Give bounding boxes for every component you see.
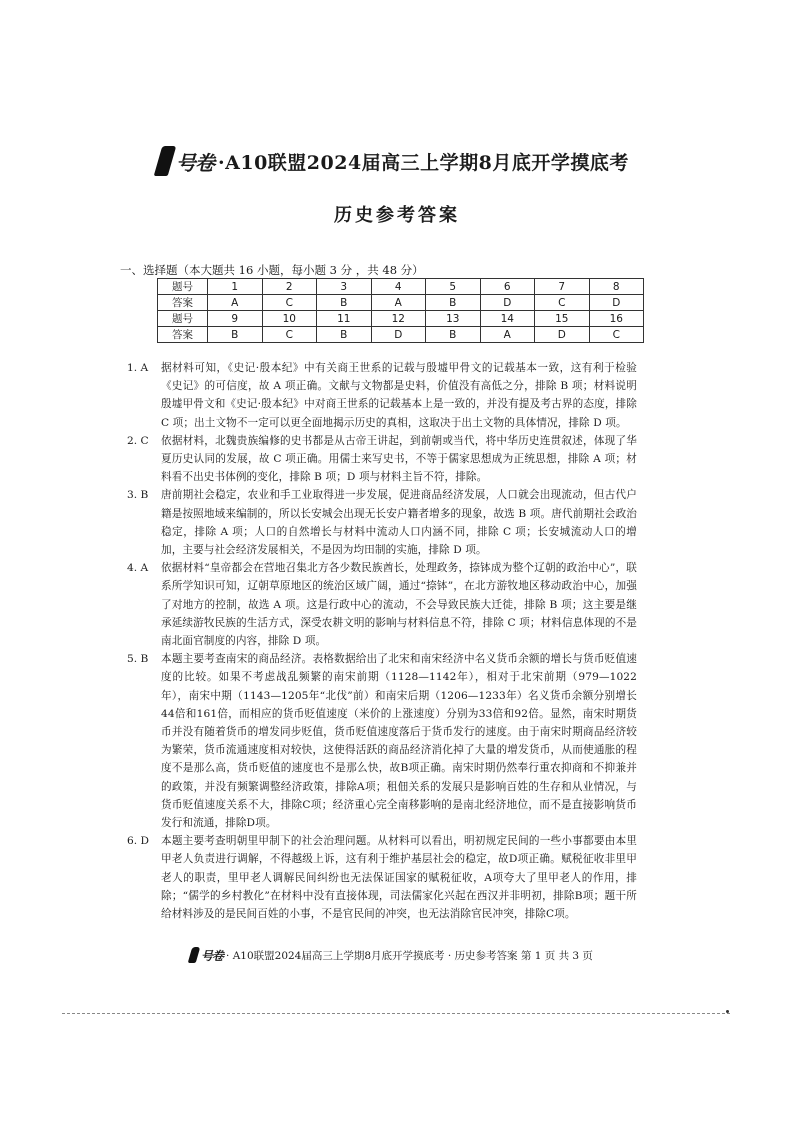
answer-table-cell: D (371, 327, 426, 343)
answer-table-cell: B (208, 327, 263, 343)
document-title: ·A10联盟2024届高三上学期8月底开学摸底考 (218, 151, 629, 174)
footer-logo-icon (188, 947, 201, 963)
explanation-text: 据材料可知，《史记·殷本纪》中有关商王世系的记载与殷墟甲骨文的记载基本一致，这有利于检验《史记》的可信度，故 A 项正确。文献与文物都是史料，价值没有高低之分，排除 B 项；材料说明殷墟甲骨文和《史记·殷本纪》中对商王世系的记载基本上是一致的，并没有提及考古界的态度，排除 C 项；出土文物不一定可以更全面地揭示历史的真相，这取决于出土文物的具体情况，排除 D 项。 (161, 362, 637, 429)
explanation-text: 依据材料“皇帝都会在营地召集北方各少数民族酋长，处理政务，捺钵成为整个辽朝的政治中心”，联系所学知识可知，辽朝草原地区的统治区域广阔，通过“捺钵”，在北方游牧地区移动政治中心，加强了对地方的控制，故选 A 项。这是行政中心的流动，不会导致民族大迁徙，排除 B 项；这主要是继承延续游牧民族的生活方式，深受农耕文明的影响与材料信息不符，排除 C 项；材料信息体现的不是南北面官制度的内容，排除 D 项。 (161, 562, 637, 648)
divider-dot (726, 1010, 729, 1013)
answer-table-row (158, 279, 644, 295)
brand-logo-text: 号卷 (176, 150, 214, 175)
explanation-number: 6. D (127, 835, 149, 848)
answer-table-cell: 6 (480, 279, 535, 295)
answer-table-cell: 16 (589, 311, 644, 327)
answer-table-cell: A (480, 327, 535, 343)
answer-table-cell: 5 (426, 279, 481, 295)
answer-table-cell: B (426, 295, 481, 311)
explanation-text: 本题主要考查明朝里甲制下的社会治理问题。从材料可以看出，明初规定民间的一些小事都要由本里甲老人负责进行调解，不得越级上诉，这有利于维护基层社会的稳定，故D项正确。赋税征收非里甲老人的职责，里甲老人调解民间纠纷也无法保证国家的赋税征收，A项夸大了里甲老人的作用，排除；“儒学的乡村教化”在材料中没有直接体现，司法儒家化兴起在西汉并非明初，排除B项；题干所给材料涉及的是民间百姓的小事，不是官民间的冲突，也无法消除官民冲突，排除C项。 (161, 835, 637, 921)
answer-table-cell: 1 (208, 279, 263, 295)
answer-table-row-label: 题号 (158, 279, 208, 295)
explanation-text: 依据材料，北魏贵族编修的史书都是从古帝王讲起，到前朝或当代，将中华历史连贯叙述，体现了华夏历史认同的发展，故 C 项正确。用儒士来写史书，不等于儒家思想成为正统思想，排除 A 项；材料看不出史书体例的变化，排除 B 项；D 项与材料主旨不符，排除。 (161, 434, 637, 484)
explanation-item (127, 486, 637, 559)
answer-table-cell: 7 (535, 279, 590, 295)
explanation-text: 本题主要考查南宋的商品经济。表格数据给出了北宋和南宋经济中名义货币余额的增长与货币贬值速度的比较。如果不考虑战乱频繁的南宋前期（1128—1142年），相对于北宋前期（979—1022年），南宋中期（1143—1205年“北伐”前）和南宋后期（1206—1233年）名义货币余额分别增长44倍和161倍，而相应的货币贬值速度（米价的上涨速度）分别为33倍和92倍。显然，南宋时期货币并没有随着货币的增发同步贬值，货币贬值速度落后于货币发行的速度。由于南宋时期商品经济较为繁荣，货币流通速度相对较快，这使得活跃的商品经济消化掉了大量的增发货币，从而使通胀的程度不是那么高，货币贬值的速度也不是那么快，故B项正确。南宋时期仍然奉行重农抑商和不抑兼并的政策，并没有频繁调整经济政策，排除A项；租佃关系的发展只是影响百姓的生存和从业情况，与货币贬值速度关系不大，排除C项；经济重心完全南移影响的是南北经济地位，而不是直接影响货币发行和流通，排除D项。 (161, 653, 637, 830)
answer-table-cell: B (317, 327, 372, 343)
document-subtitle: 历史参考答案 (334, 205, 460, 226)
answer-table-cell: D (535, 327, 590, 343)
answer-table-cell: B (426, 327, 481, 343)
answer-table-cell: 11 (317, 311, 372, 327)
answer-table-cell: 15 (535, 311, 590, 327)
answer-table-cell: 8 (589, 279, 644, 295)
answer-table-cell: 13 (426, 311, 481, 327)
answer-table-cell: 9 (208, 311, 263, 327)
footer-text: · A10联盟2024届高三上学期8月底开学摸底考 · 历史参考答案 第 1 页 共 3 页 (226, 949, 593, 962)
answer-table-row-label: 题号 (158, 311, 208, 327)
answer-table-cell: A (208, 295, 263, 311)
answer-table-cell: 4 (371, 279, 426, 295)
explanation-number: 2. C (127, 434, 149, 447)
answer-table-cell: 10 (262, 311, 317, 327)
answer-table-cell: B (317, 295, 372, 311)
answer-table-row-label: 答案 (158, 327, 208, 343)
page-footer (190, 945, 620, 965)
answer-table-cell: C (535, 295, 590, 311)
explanation-item (127, 359, 637, 432)
explanation-item (127, 832, 637, 923)
explanation-number: 1. A (127, 362, 149, 374)
answer-table-cell: 3 (317, 279, 372, 295)
explanation-text: 唐前期社会稳定，农业和手工业取得进一步发展，促进商品经济发展，人口就会出现流动，但古代户籍是按照地域来编制的，所以长安城会出现无长安户籍者增多的现象，故选 B 项。唐代前期社会政治稳定，排除 A 项；人口的自然增长与材料中流动人口内涵不同，排除 C 项；长安城流动人口的增加，主要与社会经济发展相关，不是因为均田制的实施，排除 D 项。 (161, 489, 637, 557)
answer-table-row (158, 327, 644, 343)
answer-table-cell: 12 (371, 311, 426, 327)
footer-logo-text: 号卷 (201, 948, 224, 963)
explanation-item (127, 559, 637, 650)
brand-logo-icon (154, 146, 177, 176)
explanation-item (127, 432, 637, 487)
answer-table-cell: C (262, 327, 317, 343)
section-heading: 一、选择题（本大题共 16 小题，每小题 3 分 ，共 48 分） (120, 263, 424, 277)
explanation-number: 5. B (127, 653, 149, 666)
document-header (158, 145, 678, 177)
answer-table-row-label: 答案 (158, 295, 208, 311)
answer-table-row (158, 311, 644, 327)
answer-table-cell: C (589, 327, 644, 343)
answer-table-cell: A (371, 295, 426, 311)
explanation-number: 4. A (127, 562, 149, 575)
answer-table-cell: 14 (480, 311, 535, 327)
answer-table-cell: C (262, 295, 317, 311)
answer-table-cell: 2 (262, 279, 317, 295)
explanation-item (127, 650, 637, 832)
answer-table (157, 278, 644, 343)
explanations-list (127, 359, 637, 923)
answer-table-cell: D (589, 295, 644, 311)
answer-table-cell: D (480, 295, 535, 311)
divider-line (62, 1013, 730, 1014)
explanation-number: 3. B (127, 489, 149, 502)
answer-table-row (158, 295, 644, 311)
